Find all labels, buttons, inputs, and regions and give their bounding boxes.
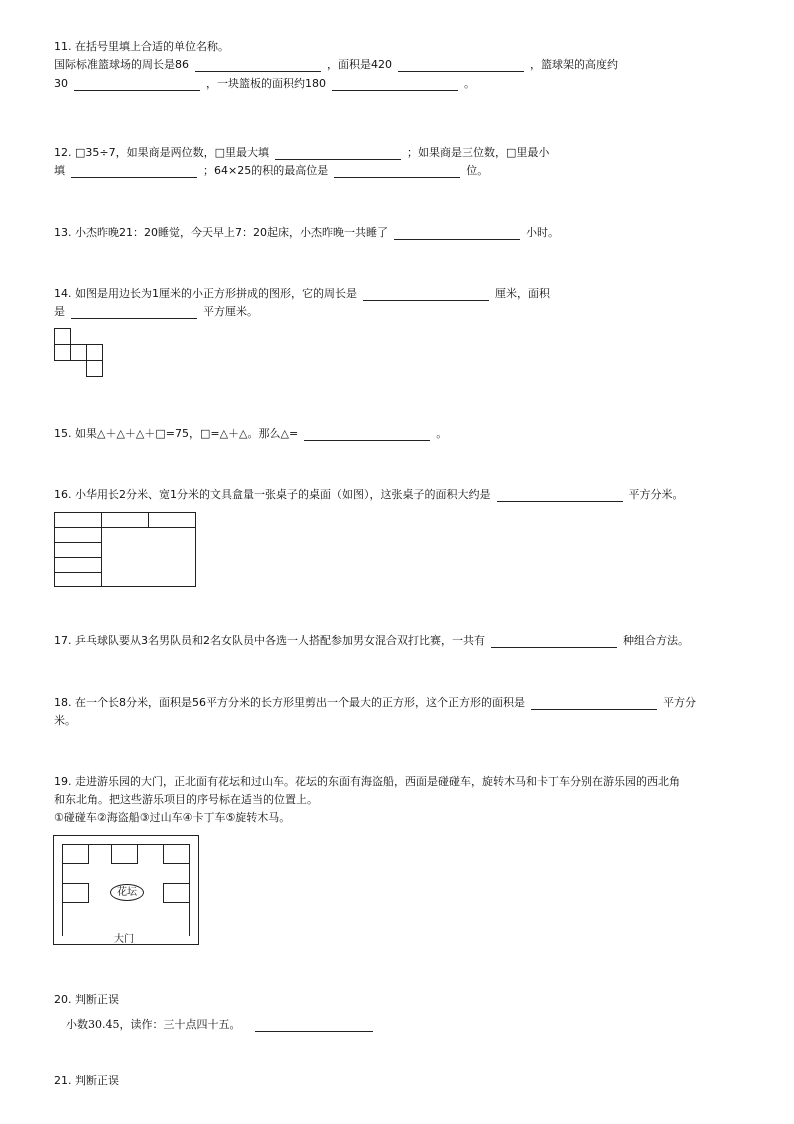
q14-line-b xyxy=(54,305,258,319)
desk-top-row xyxy=(55,513,195,528)
q13-line xyxy=(54,226,559,240)
desk-top-divider xyxy=(148,513,149,527)
slot-east[interactable] xyxy=(163,883,190,903)
q11-b-post: 。 xyxy=(464,77,475,90)
desk-row-line xyxy=(55,557,101,558)
q17-pre: 17. 乒乓球队要从3名男队员和2名女队员中各选一人搭配参加男女混合双打比赛，一共有 xyxy=(54,634,485,647)
q16-blank[interactable] xyxy=(497,490,623,502)
q15-post: 。 xyxy=(436,427,448,440)
q19-line-1: 19. 走进游乐园的大门，正北面有花坛和过山车。花坛的东面有海盗船，西面是碰碰车，旋转木马和卡丁车分别在游乐园的西北角 xyxy=(54,775,680,788)
q14-line-a xyxy=(54,287,550,301)
q11-blank-1[interactable] xyxy=(195,60,321,72)
q12-blank-3[interactable] xyxy=(334,166,460,178)
q18-blank[interactable] xyxy=(531,698,657,710)
q18-a-post: 平方分 xyxy=(662,696,696,709)
q20-statement-line xyxy=(66,1018,379,1032)
q14-b-pre: 是 xyxy=(54,305,65,318)
q17-line xyxy=(54,634,689,648)
q18-line-b: 米。 xyxy=(54,714,76,727)
q12-a-pre: 12. □35÷7，如果商是两位数，□里最大填 xyxy=(54,146,269,159)
q11-a-post: ，篮球架的高度约 xyxy=(530,58,618,71)
q15-blank[interactable] xyxy=(304,429,430,441)
q13-post: 小时。 xyxy=(525,226,559,239)
q15-pre: 15. 如果△＋△＋△＋□=75，□=△＋△。那么△= xyxy=(54,427,299,440)
q13-blank[interactable] xyxy=(394,228,520,240)
desk-vertical-divider xyxy=(101,513,102,586)
unit-square xyxy=(86,344,103,361)
q12-b-mid: ；64×25的积的最高位是 xyxy=(203,164,329,177)
q19-line-2: 和东北角。把这些游乐项目的序号标在适当的位置上。 xyxy=(54,793,318,806)
q14-b-post: 平方厘米。 xyxy=(203,305,258,318)
q16-post: 平方分米。 xyxy=(628,488,684,501)
slot-northwest[interactable] xyxy=(62,844,89,864)
unit-square xyxy=(70,344,87,361)
gate-label: 大门 xyxy=(114,934,134,945)
slot-west[interactable] xyxy=(62,883,89,903)
q12-a-post: ；如果商是三位数，□里最小 xyxy=(407,146,550,159)
q16-line xyxy=(54,488,684,502)
q14-a-post: 厘米，面积 xyxy=(495,287,550,300)
q11-b-pre: 30 xyxy=(54,77,68,90)
q12-b-post: 位。 xyxy=(466,164,489,177)
q20-statement: 小数30.45，读作：三十点四十五。 xyxy=(66,1018,241,1031)
q16-desk-figure xyxy=(54,512,196,587)
q16-pre: 16. 小华用长2分米、宽1分米的文具盒量一张桌子的桌面（如图），这张桌子的面积大约是 xyxy=(54,488,491,501)
q20-title: 20. 判断正误 xyxy=(54,993,119,1006)
desk-row-line xyxy=(55,542,101,543)
q11-line-a xyxy=(54,58,618,72)
q12-line-b xyxy=(54,164,488,178)
q11-blank-2[interactable] xyxy=(398,60,524,72)
unit-square xyxy=(54,344,71,361)
unit-square xyxy=(86,360,103,377)
q11-heading: 11. 在括号里填上合适的单位名称。 xyxy=(54,40,229,53)
q14-blank-2[interactable] xyxy=(71,307,197,319)
q11-blank-4[interactable] xyxy=(332,79,458,91)
q18-line-a xyxy=(54,696,696,710)
unit-square xyxy=(54,328,71,345)
q21-title: 21. 判断正误 xyxy=(54,1074,119,1087)
q11-b-mid: ，一块篮板的面积约180 xyxy=(206,77,326,90)
q17-post: 种组合方法。 xyxy=(623,634,689,647)
flower-bed-label: 花坛 xyxy=(110,884,144,901)
q11-blank-3[interactable] xyxy=(74,79,200,91)
q19-line-3: ①碰碰车②海盗船③过山车④卡丁车⑤旋转木马。 xyxy=(54,811,291,824)
desk-row-line xyxy=(55,572,101,573)
q13-pre: 13. 小杰昨晚21：20睡觉，今天早上7：20起床，小杰昨晚一共睡了 xyxy=(54,226,388,239)
q14-a-pre: 14. 如图是用边长为1厘米的小正方形拼成的图形，它的周长是 xyxy=(54,287,357,300)
q17-blank[interactable] xyxy=(491,636,617,648)
q15-line xyxy=(54,427,447,441)
q12-blank-2[interactable] xyxy=(71,166,197,178)
q12-b-pre: 填 xyxy=(54,164,65,177)
slot-north[interactable] xyxy=(111,844,138,864)
q11-line-b xyxy=(54,77,475,91)
q18-a-pre: 18. 在一个长8分米，面积是56平方分米的长方形里剪出一个最大的正方形，这个正方形的面积是 xyxy=(54,696,525,709)
slot-northeast[interactable] xyxy=(163,844,190,864)
q11-a-mid: ，面积是420 xyxy=(327,58,392,71)
q11-a-pre: 国际标准篮球场的周长是86 xyxy=(54,58,189,71)
q12-blank-1[interactable] xyxy=(275,148,401,160)
q14-blank-1[interactable] xyxy=(363,289,489,301)
q19-park-map xyxy=(53,835,199,945)
q20-blank[interactable] xyxy=(255,1020,373,1032)
q12-line-a xyxy=(54,146,549,160)
